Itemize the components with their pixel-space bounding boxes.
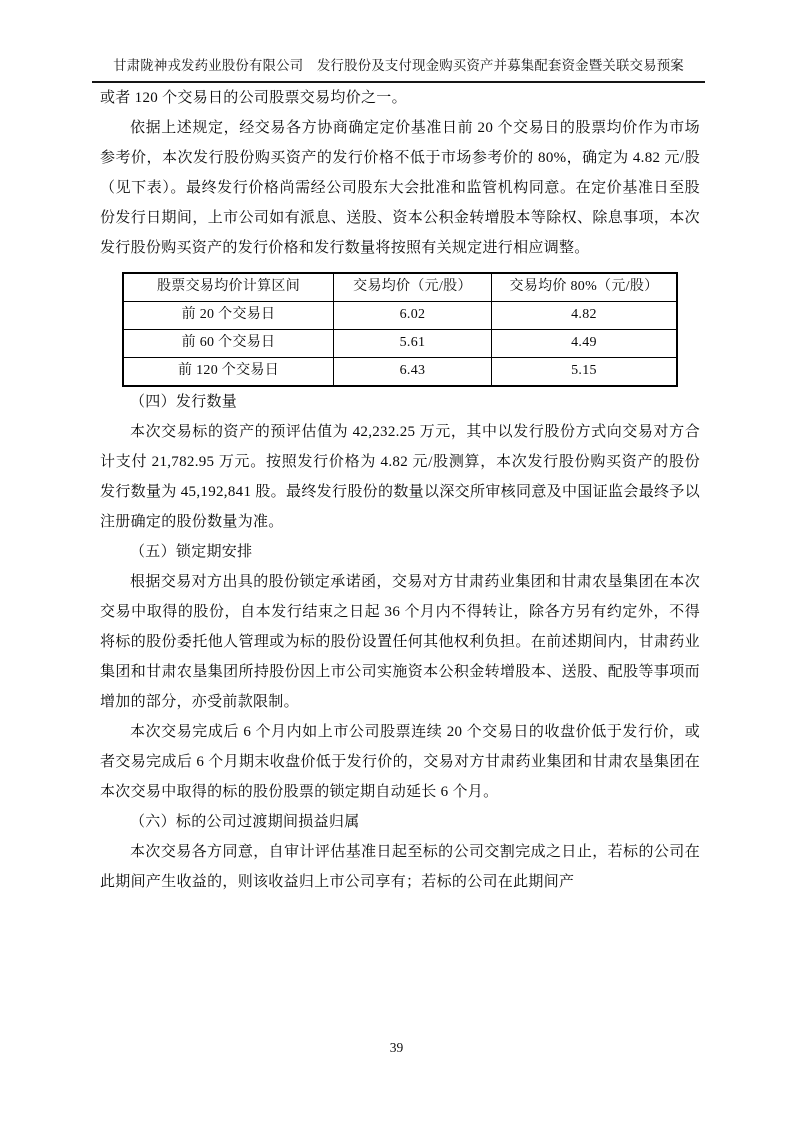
page-header (92, 0, 705, 83)
paragraph-pricing-basis: 依据上述规定，经交易各方协商确定定价基准日前 20 个交易日的股票均价作为市场参考价，本次发行股份购买资产的发行价格不低于市场参考价的 80%，确定为 4.82 元/股（见下表）。最终发行价格尚需经公司股东大会批准和监管机构同意。在定价基准日至股份发行日期间，上市公司如有派息、送股、资本公积金转增股本等除权、除息事项，本次发行股份购买资产的发行价格和发行数量将按照有关规定进行相应调整。 (100, 120, 700, 256)
paragraph-transition-profit-loss: 本次交易各方同意，自审计评估基准日起至标的公司交割完成之日止，若标的公司在此期间产生收益的，则该收益归上市公司享有；若标的公司在此期间产 (100, 844, 700, 890)
table-row (123, 358, 677, 387)
average-price-table-wrap (100, 272, 700, 387)
table-header-avg-price-80: 交易均价 80%（元/股） (491, 273, 677, 302)
table-cell-avg-price-80: 4.49 (491, 330, 677, 358)
table-header-row (123, 273, 677, 302)
table-cell-period: 前 60 个交易日 (123, 330, 334, 358)
page-body (100, 83, 700, 897)
table-cell-period: 前 120 个交易日 (123, 358, 334, 387)
table-cell-avg-price-80: 5.15 (491, 358, 677, 387)
table-row (123, 330, 677, 358)
heading-issue-quantity: （四）发行数量 (130, 394, 238, 410)
table-header-avg-price: 交易均价（元/股） (334, 273, 492, 302)
table-header-period: 股票交易均价计算区间 (123, 273, 334, 302)
paragraph-lockup-extension: 本次交易完成后 6 个月内如上市公司股票连续 20 个交易日的收盘价低于发行价，或者交易完成后 6 个月期末收盘价低于发行价的，交易对方甘肃药业集团和甘肃农垦集团在本次交易中取得的标的股份股票的锁定期自动延长 6 个月。 (100, 724, 700, 800)
average-price-table (122, 272, 678, 387)
paragraph-continuation: 或者 120 个交易日的公司股票交易均价之一。 (100, 90, 407, 106)
paragraph-lockup-commitment: 根据交易对方出具的股份锁定承诺函，交易对方甘肃药业集团和甘肃农垦集团在本次交易中取得的股份，自本发行结束之日起 36 个月内不得转让，除各方另有约定外，不得将标的股份委托他人管理或为标的股份设置任何其他权利负担。在前述期间内，甘肃药业集团和甘肃农垦集团所持股份因上市公司实施资本公积金转增股本、送股、配股等事项而增加的部分，亦受前款限制。 (100, 574, 700, 710)
table-cell-avg-price: 5.61 (334, 330, 492, 358)
table-cell-avg-price-80: 4.82 (491, 302, 677, 330)
header-title: 甘肃陇神戎发药业股份有限公司 发行股份及支付现金购买资产并募集配套资金暨关联交易预案 (113, 58, 684, 73)
table-cell-avg-price: 6.43 (334, 358, 492, 387)
paragraph-issue-quantity: 本次交易标的资产的预评估值为 42,232.25 万元，其中以发行股份方式向交易对方合计支付 21,782.95 万元。按照发行价格为 4.82 元/股测算，本次发行股份购买资产的股份发行数量为 45,192,841 股。最终发行股份的数量以深交所审核同意及中国证监会最终予以注册确定的股份数量为准。 (100, 424, 700, 530)
table-row (123, 302, 677, 330)
heading-lockup-arrangement: （五）锁定期安排 (130, 544, 253, 560)
heading-transition-profit-loss: （六）标的公司过渡期间损益归属 (130, 814, 360, 830)
table-cell-avg-price: 6.02 (334, 302, 492, 330)
page-number: 39 (389, 1040, 404, 1055)
table-cell-period: 前 20 个交易日 (123, 302, 334, 330)
